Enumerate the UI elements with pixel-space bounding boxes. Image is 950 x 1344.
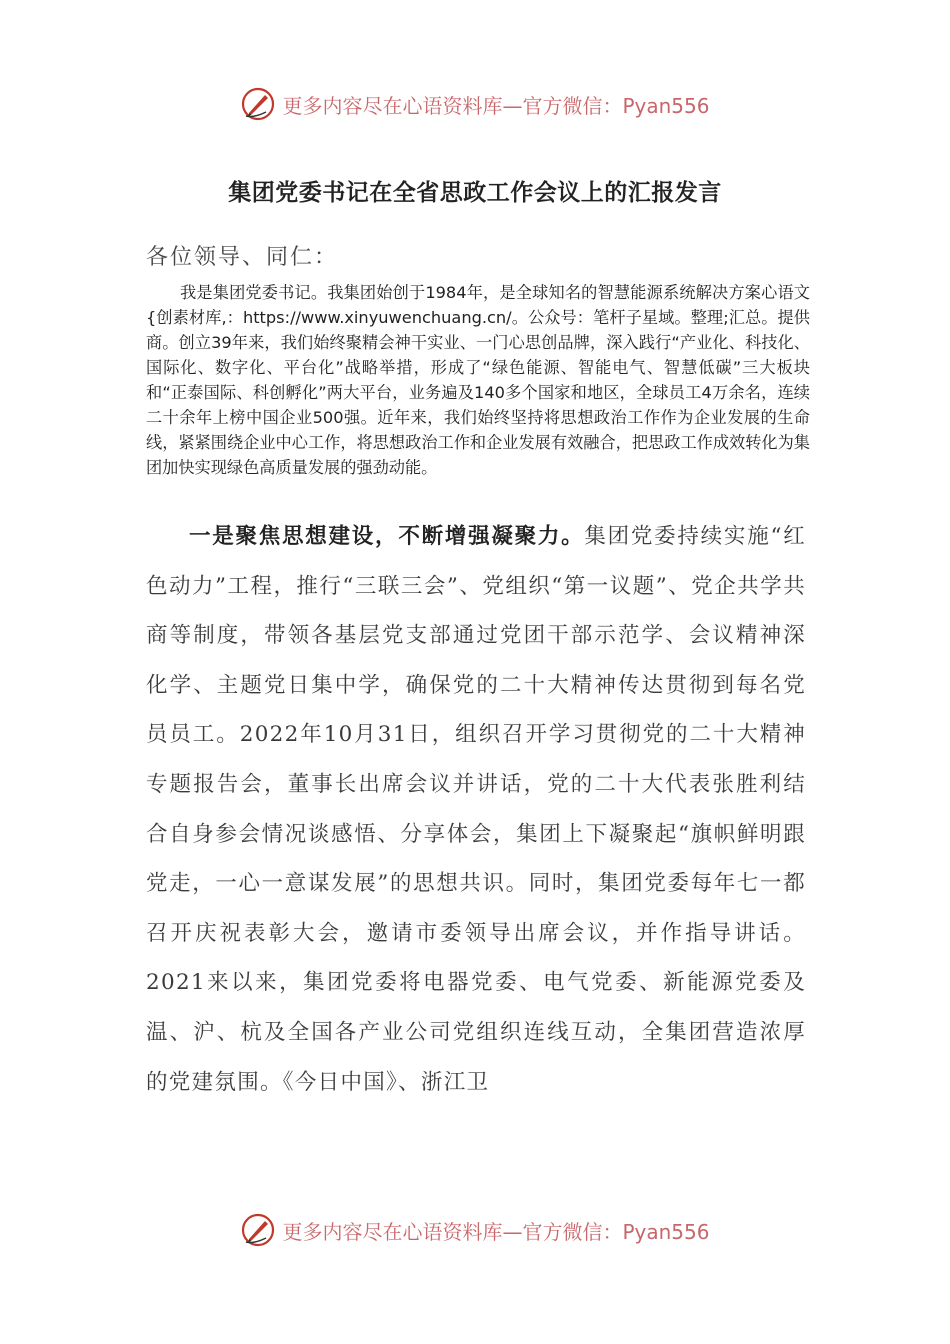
header-watermark-text: 更多内容尽在心语资料库—官方微信：Pyan556 (282, 93, 710, 118)
intro-paragraph: 我是集团党委书记。我集团始创于1984年，是全球知名的智慧能源系统解决方案心语文{创素材库,：https://www.xinyuwenchuang.cn/。公众号：笔杆子星域。整理;汇总。提供商。创立39年来，我们始终聚精会神干实业、一门心思创品牌，深入践行“产业化、科技化、国际化、数字化、平台化”战略举措，形成了“绿色能源、智能电气、智慧低碳”三大板块和“正泰国际、科创孵化”两大平台，业务遍及140多个国家和地区，全球员工4万余名，连续二十余年上榜中国企业500强。近年来，我们始终坚持将思想政治工作作为企业发展的生命线，紧紧围绕企业中心工作，将思想政治工作和企业发展有效融合，把思政工作成效转化为集团加快实现绿色高质量发展的强劲动能。 (146, 283, 810, 477)
section-heading: 一是聚焦思想建设，不断增强凝聚力。 (189, 524, 585, 549)
salutation: 各位领导、同仁： (146, 245, 339, 270)
quill-pen-icon (240, 1212, 276, 1248)
section-paragraph (146, 512, 806, 1107)
footer-watermark-text: 更多内容尽在心语资料库—官方微信：Pyan556 (282, 1219, 710, 1244)
section-body-text: 集团党委持续实施“红色动力”工程，推行“三联三会”、党组织“第一议题”、党企共学共商等制度，带领各基层党支部通过党团干部示范学、会议精神深化学、主题党日集中学，确保党的二十大精神传达贯彻到每名党员员工。2022年10月31日，组织召开学习贯彻党的二十大精神专题报告会，董事长出席会议并讲话，党的二十大代表张胜利结合自身参会情况谈感悟、分享体会，集团上下凝聚起“旗帜鲜明跟党走，一心一意谋发展”的思想共识。同时，集团党委每年七一都召开庆祝表彰大会，邀请市委领导出席会议，并作指导讲话。2021来以来，集团党委将电器党委、电气党委、新能源党委及温、沪、杭及全国各产业公司党组织连线互动，全集团营造浓厚的党建氛围。《今日中国》、浙江卫 (146, 524, 806, 1095)
footer-watermark (0, 1210, 950, 1250)
page-title: 集团党委书记在全省思政工作会议上的汇报发言 (228, 180, 722, 206)
quill-pen-icon (240, 86, 276, 122)
header-watermark (0, 84, 950, 124)
